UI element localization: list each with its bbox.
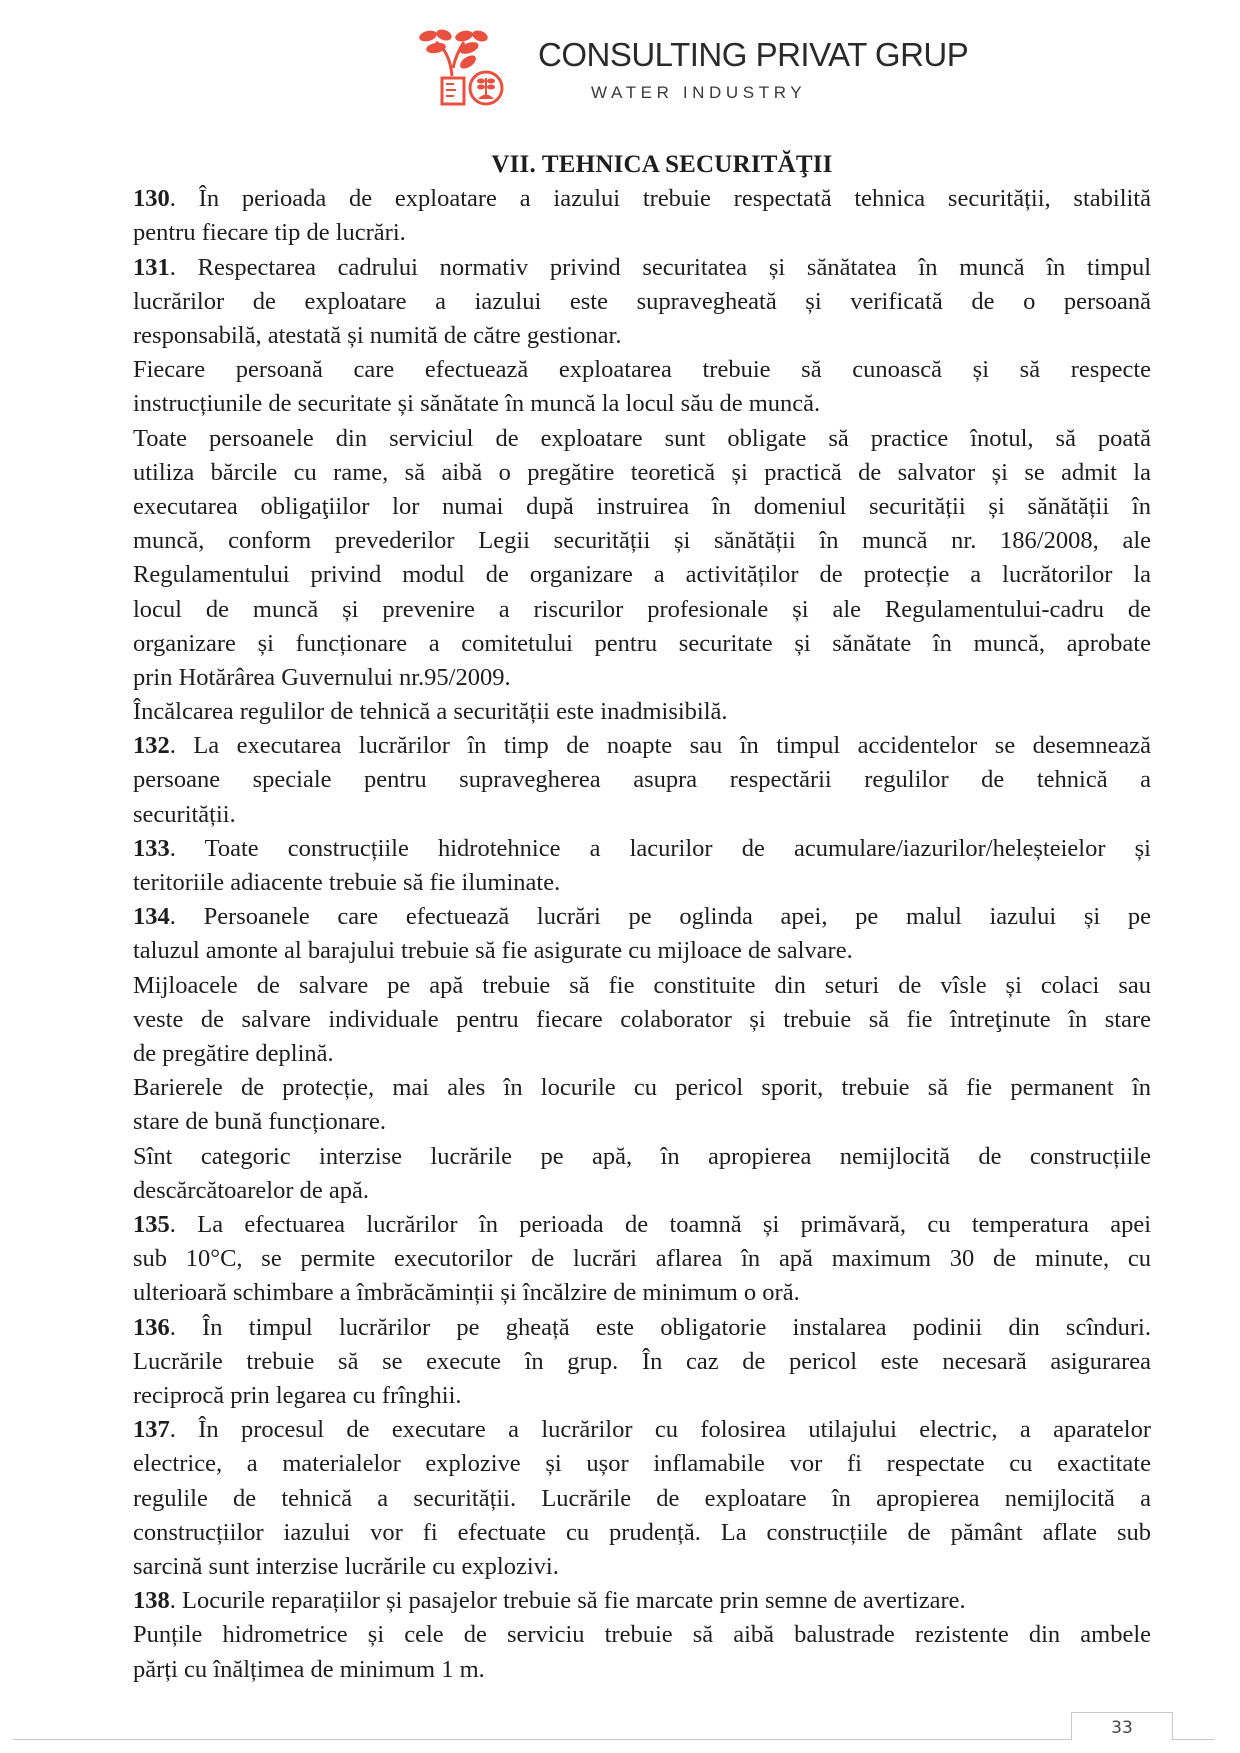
line-text: . În timpul lucrărilor pe gheață este obligatorie instalarea podinii din scînduri. — [169, 1313, 1151, 1341]
line-text: Mijloacele de salvare pe apă trebuie să fie constituite din seturi de vîsle și colaci sau — [133, 971, 1151, 999]
text-line — [133, 1242, 1151, 1276]
line-text: Punțile hidrometrice și cele de serviciu trebuie să aibă balustrade rezistente din ambele — [133, 1621, 1151, 1649]
text-line — [133, 695, 1151, 729]
article-138 — [133, 1584, 1151, 1618]
article-number: 138 — [133, 1587, 170, 1615]
article-number: 131 — [133, 253, 170, 281]
company-logo — [414, 28, 510, 106]
paragraph — [133, 695, 1151, 729]
text-line — [133, 1345, 1151, 1379]
article-number: 133 — [133, 834, 170, 862]
article-134 — [133, 900, 1151, 968]
text-line — [133, 1105, 1151, 1139]
line-text: instrucțiunile de securitate și sănătate în muncă la locul său de muncă. — [133, 390, 821, 418]
line-text: Fiecare persoană care efectuează exploatarea trebuie să cunoască și să respecte — [133, 356, 1151, 384]
line-text: . În perioada de exploatare a iazului trebuie respectată tehnica securității, stabilită — [169, 185, 1151, 213]
text-line — [133, 661, 1151, 695]
article-131 — [133, 251, 1151, 354]
text-line — [133, 1037, 1151, 1071]
line-text: utiliza bărcile cu rame, să aibă o pregătire teoretică și practică de salvator și se admit la — [133, 458, 1151, 486]
article-number: 132 — [133, 732, 170, 760]
line-text: Sînt categoric interzise lucrările pe apă, în apropierea nemijlocită de construcțiile — [133, 1142, 1151, 1170]
article-number: 136 — [133, 1313, 170, 1341]
text-line — [133, 1003, 1151, 1037]
text-line — [133, 627, 1151, 661]
text-line — [133, 182, 1151, 216]
line-text: lucrărilor de exploatare a iazului este supravegheată și verificată de o persoană — [133, 287, 1151, 315]
text-line — [133, 1482, 1151, 1516]
paragraph — [133, 1140, 1151, 1208]
text-line — [133, 1140, 1151, 1174]
article-137 — [133, 1413, 1151, 1584]
text-line — [133, 900, 1151, 934]
company-tagline: WATER INDUSTRY — [591, 83, 807, 102]
line-text: reciprocă prin legarea cu frînghii. — [133, 1381, 462, 1409]
text-line — [133, 969, 1151, 1003]
text-line — [133, 934, 1151, 968]
text-line — [133, 593, 1151, 627]
text-line — [133, 1379, 1151, 1413]
article-number: 137 — [133, 1416, 170, 1444]
line-text: Barierele de protecție, mai ales în locurile cu pericol sporit, trebuie să fie permanent în — [133, 1074, 1151, 1102]
text-line — [133, 1447, 1151, 1481]
document-body — [133, 148, 1151, 1687]
text-line — [133, 490, 1151, 524]
line-text: stare de bună funcționare. — [133, 1108, 387, 1136]
line-text: . Locurile reparațiilor și pasajelor trebuie să fie marcate prin semne de avertizare. — [169, 1587, 966, 1615]
text-line — [133, 387, 1151, 421]
line-text: securității. — [133, 800, 236, 828]
text-line — [133, 729, 1151, 763]
article-135 — [133, 1208, 1151, 1311]
line-text: descărcătoarelor de apă. — [133, 1176, 369, 1204]
line-text: . Respectarea cadrului normativ privind securitatea și sănătatea în muncă în timpul — [169, 253, 1151, 281]
line-text: Încălcarea regulilor de tehnică a securității este inadmisibilă. — [133, 698, 728, 726]
section-title: VII. TEHNICA SECURITĂŢII — [491, 151, 833, 178]
line-text: regulile de tehnică a securității. Lucrările de exploatare în apropierea nemijlocită a — [133, 1484, 1151, 1512]
line-text: pentru fiecare tip de lucrări. — [133, 219, 406, 247]
line-text: părți cu înălțimea de minimum 1 m. — [133, 1655, 485, 1683]
article-133 — [133, 832, 1151, 900]
letterhead — [0, 0, 1240, 120]
line-text: . La efectuarea lucrărilor în perioada de toamnă și primăvară, cu temperatura apei — [169, 1211, 1151, 1238]
line-text: sub 10°C, se permite executorilor de lucrări aflarea în apă maximum 30 de minute, cu — [133, 1245, 1151, 1273]
line-text: Toate persoanele din serviciul de exploatare sunt obligate să practice înotul, să poată — [133, 424, 1151, 452]
line-text: . În procesul de executare a lucrărilor cu folosirea utilajului electric, a aparatelor — [169, 1416, 1151, 1444]
line-text: de pregătire deplină. — [133, 1040, 334, 1068]
line-text: Regulamentului privind modul de organizare a activităților de protecție a lucrătorilor la — [133, 561, 1151, 589]
text-line — [133, 285, 1151, 319]
line-text: Lucrările trebuie să se execute în grup. În caz de pericol este necesară asigurarea — [133, 1347, 1151, 1375]
text-line — [133, 319, 1151, 353]
article-number: 134 — [133, 903, 170, 931]
company-name: CONSULTING PRIVAT GRUP — [538, 36, 969, 73]
line-text: locul de muncă și prevenire a riscurilor profesionale și ale Regulamentului-cadru de — [133, 595, 1151, 623]
line-text: prin Hotărârea Guvernului nr.95/2009. — [133, 663, 511, 691]
page-number-tab — [1071, 1712, 1173, 1740]
footer-rule — [13, 1739, 1072, 1740]
text-line — [133, 798, 1151, 832]
text-line — [133, 1653, 1151, 1687]
text-line — [133, 524, 1151, 558]
text-line — [133, 832, 1151, 866]
text-line — [133, 866, 1151, 900]
text-line — [133, 1311, 1151, 1345]
text-line — [133, 1413, 1151, 1447]
article-number: 130 — [133, 185, 170, 213]
text-line — [133, 1516, 1151, 1550]
line-text: muncă, conform prevederilor Legii securității și sănătății în muncă nr. 186/2008, ale — [133, 527, 1151, 555]
paragraph — [133, 1071, 1151, 1139]
line-text: . Toate construcțiile hidrotehnice a lacurilor de acumulare/iazurilor/heleșteielor și — [169, 834, 1151, 862]
paragraph — [133, 1618, 1151, 1686]
line-text: ulterioară schimbare a îmbrăcăminții și încălzire de minimum o oră. — [133, 1279, 800, 1307]
line-text: . Persoanele care efectuează lucrări pe oglinda apei, pe malul iazului și pe — [169, 903, 1151, 931]
text-line — [133, 353, 1151, 387]
line-text: veste de salvare individuale pentru fiecare colaborator și trebuie să fie întreţinute în stare — [133, 1005, 1151, 1033]
line-text: executarea obligaţiilor lor numai după instruirea în domeniul securității și sănătății în — [133, 492, 1151, 520]
line-text: responsabilă, atestată și numită de către gestionar. — [133, 321, 622, 349]
line-text: electrice, a materialelor explozive și ușor inflamabile vor fi respectate cu exactitate — [133, 1450, 1151, 1478]
line-text: teritoriile adiacente trebuie să fie iluminate. — [133, 869, 561, 897]
article-132 — [133, 729, 1151, 832]
line-text: organizare și funcționare a comitetului pentru securitate și sănătate în muncă, aprobate — [133, 629, 1151, 657]
line-text: sarcină sunt interzise lucrările cu explozivi. — [133, 1552, 559, 1580]
text-line — [133, 1550, 1151, 1584]
paragraph — [133, 969, 1151, 1072]
text-line — [133, 763, 1151, 797]
line-text: persoane speciale pentru supravegherea asupra respectării regulilor de tehnică a — [133, 766, 1151, 794]
paragraph — [133, 422, 1151, 696]
line-text: construcțiilor iazului vor fi efectuate cu prudență. La construcțiile de pământ aflate sub — [133, 1518, 1151, 1546]
text-line — [133, 1174, 1151, 1208]
text-line — [133, 1618, 1151, 1652]
article-136 — [133, 1311, 1151, 1414]
text-line — [133, 456, 1151, 490]
footer-rule-right — [1171, 1739, 1215, 1740]
text-line — [133, 558, 1151, 592]
text-line — [133, 422, 1151, 456]
text-line — [133, 1584, 1151, 1618]
text-line — [133, 216, 1151, 250]
article-130 — [133, 182, 1151, 250]
text-line — [133, 1208, 1151, 1242]
article-number: 135 — [133, 1211, 170, 1238]
text-line — [133, 1071, 1151, 1105]
text-line — [133, 1276, 1151, 1310]
line-text: . La executarea lucrărilor în timp de noapte sau în timpul accidentelor se desemnează — [169, 732, 1151, 760]
text-line — [133, 251, 1151, 285]
paragraph — [133, 353, 1151, 421]
page-number: 33 — [1111, 1718, 1133, 1738]
line-text: taluzul amonte al barajului trebuie să fie asigurate cu mijloace de salvare. — [133, 937, 853, 965]
